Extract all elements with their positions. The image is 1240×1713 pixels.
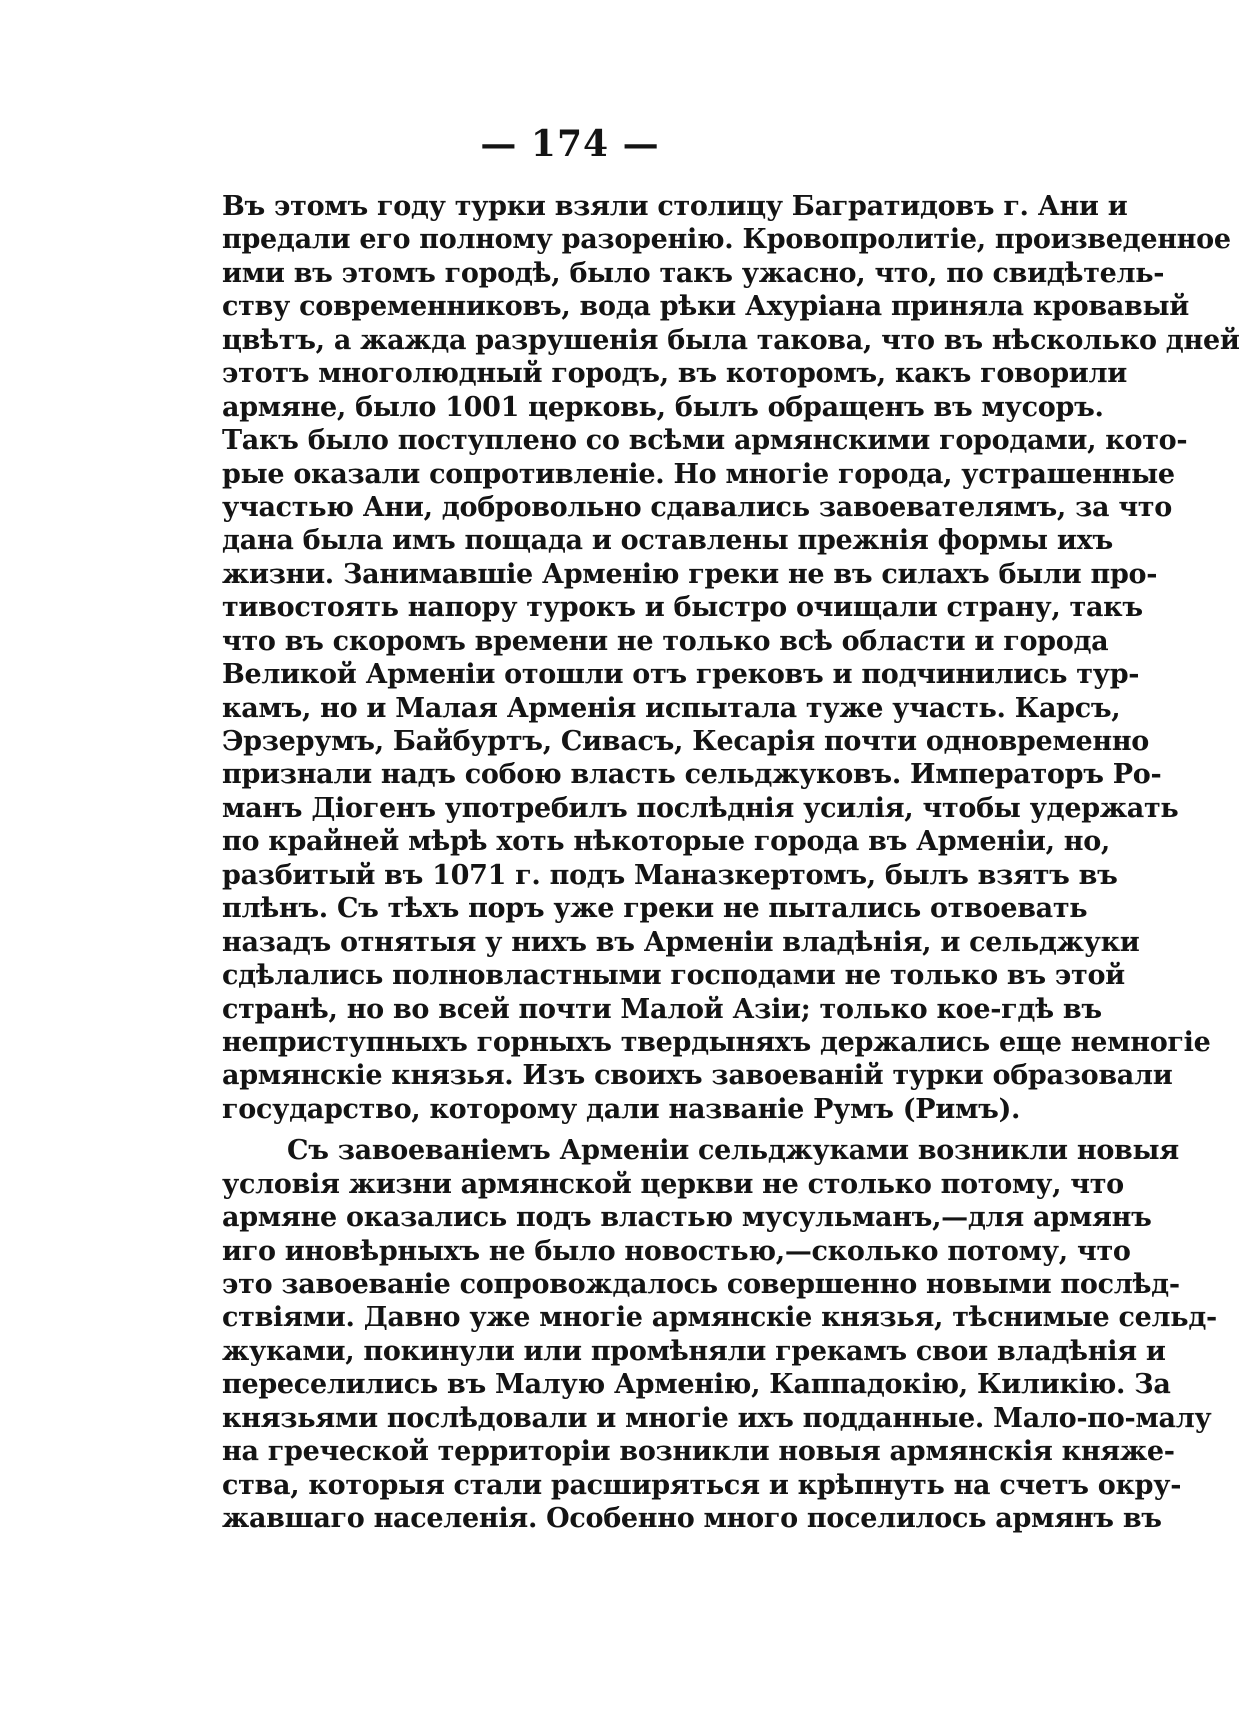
text-line: странѣ, но во всей почти Малой Азіи; только кое-гдѣ въ (222, 993, 1102, 1025)
text-line: переселились въ Малую Арменію, Каппадокію, Киликію. За (222, 1369, 1171, 1401)
text-line: жизни. Занимавшіе Арменію греки не въ силахъ были про- (222, 558, 1158, 590)
text-line: манъ Діогенъ употребилъ послѣднія усилія, чтобы удержать (222, 792, 1179, 824)
text-line: жуками, покинули или промѣняли грекамъ свои владѣнія и (222, 1335, 1166, 1367)
text-line: признали надъ собою власть сельджуковъ. Императоръ Ро- (222, 759, 1162, 791)
text-line: неприступныхъ горныхъ твердыняхъ держались еще немногіе (222, 1026, 1211, 1058)
text-line: предали его полному разоренію. Кровопролитіе, произведенное (222, 224, 1231, 256)
text-line: разбитый въ 1071 г. подъ Маназкертомъ, былъ взятъ въ (222, 859, 1118, 891)
text-line: участью Ани, добровольно сдавались завоевателямъ, за что (222, 491, 1172, 523)
paragraph-2 (222, 1134, 1217, 1535)
text-line: Въ этомъ году турки взяли столицу Багратидовъ г. Ани и (222, 191, 1128, 222)
text-line: дана была имъ пощада и оставлены прежнія формы ихъ (222, 525, 1113, 557)
text-line: плѣнъ. Съ тѣхъ поръ уже греки не пытались отвоевать (222, 893, 1088, 925)
text-line: сдѣлались полновластными господами не только въ этой (222, 960, 1125, 992)
text-line: назадъ отнятыя у нихъ въ Арменіи владѣнія, и сельджуки (222, 926, 1140, 958)
text-line: иго иновѣрныхъ не было новостью,—сколько потому, что (222, 1235, 1131, 1267)
text-line: это завоеваніе сопровождалось совершенно новыми послѣд- (222, 1269, 1180, 1300)
paragraph-gap (222, 1126, 1034, 1134)
text-line: Такъ было поступлено со всѣми армянскими городами, кото- (222, 425, 1188, 457)
text-line: ствіями. Давно уже многіе армянскіе князья, тѣснимые сельд- (222, 1302, 1217, 1334)
text-line: ства, которыя стали расширяться и крѣпнуть на счетъ окру- (222, 1469, 1182, 1501)
text-line: по крайней мѣрѣ хоть нѣкоторые города въ Арменіи, но, (222, 826, 1111, 858)
text-line: государство, которому дали названіе Румъ (Римъ). (222, 1093, 1021, 1125)
text-line: Великой Арменіи отошли отъ грековъ и подчинились тур- (222, 659, 1140, 691)
text-line: Эрзерумъ, Байбуртъ, Сивасъ, Кесарія почти одновременно (222, 726, 1150, 757)
text-line: князьями послѣдовали и многіе ихъ подданные. Мало-по-малу (222, 1402, 1212, 1434)
text-line: что въ скоромъ времени не только всѣ области и города (222, 625, 1109, 657)
text-line: на греческой территоріи возникли новыя армянскія княже- (222, 1436, 1175, 1468)
text-line: армяне, было 1001 церковь, былъ обращенъ въ мусоръ. (222, 391, 1104, 423)
body-text (222, 190, 1240, 1536)
paragraph-1 (222, 190, 1240, 1126)
text-line: камъ, но и Малая Арменія испытала туже участь. Карсъ, (222, 692, 1121, 724)
text-line: жавшаго населенія. Особенно много поселилось армянъ въ (222, 1503, 1162, 1535)
text-line: цвѣтъ, а жажда разрушенія была такова, что въ нѣсколько дней (222, 324, 1240, 356)
text-line: ству современниковъ, вода рѣки Ахуріана приняла кровавый (222, 291, 1189, 323)
text-line: ими въ этомъ городѣ, было такъ ужасно, что, по свидѣтель- (222, 257, 1165, 289)
page-number: — 174 — (480, 123, 660, 165)
text-line: условія жизни армянской церкви не столько потому, что (222, 1168, 1124, 1200)
text-line: этотъ многолюдный городъ, въ которомъ, какъ говорили (222, 358, 1127, 390)
text-line: Съ завоеваніемъ Арменіи сельджуками возникли новыя (287, 1135, 1179, 1167)
text-line: армяне оказались подъ властью мусульманъ,—для армянъ (222, 1202, 1152, 1234)
text-line: рые оказали сопротивленіе. Но многіе города, устрашенные (222, 458, 1175, 490)
text-line: тивостоять напору турокъ и быстро очищали страну, такъ (222, 592, 1143, 624)
text-line: армянскіе князья. Изъ своихъ завоеваній турки образовали (222, 1060, 1173, 1092)
